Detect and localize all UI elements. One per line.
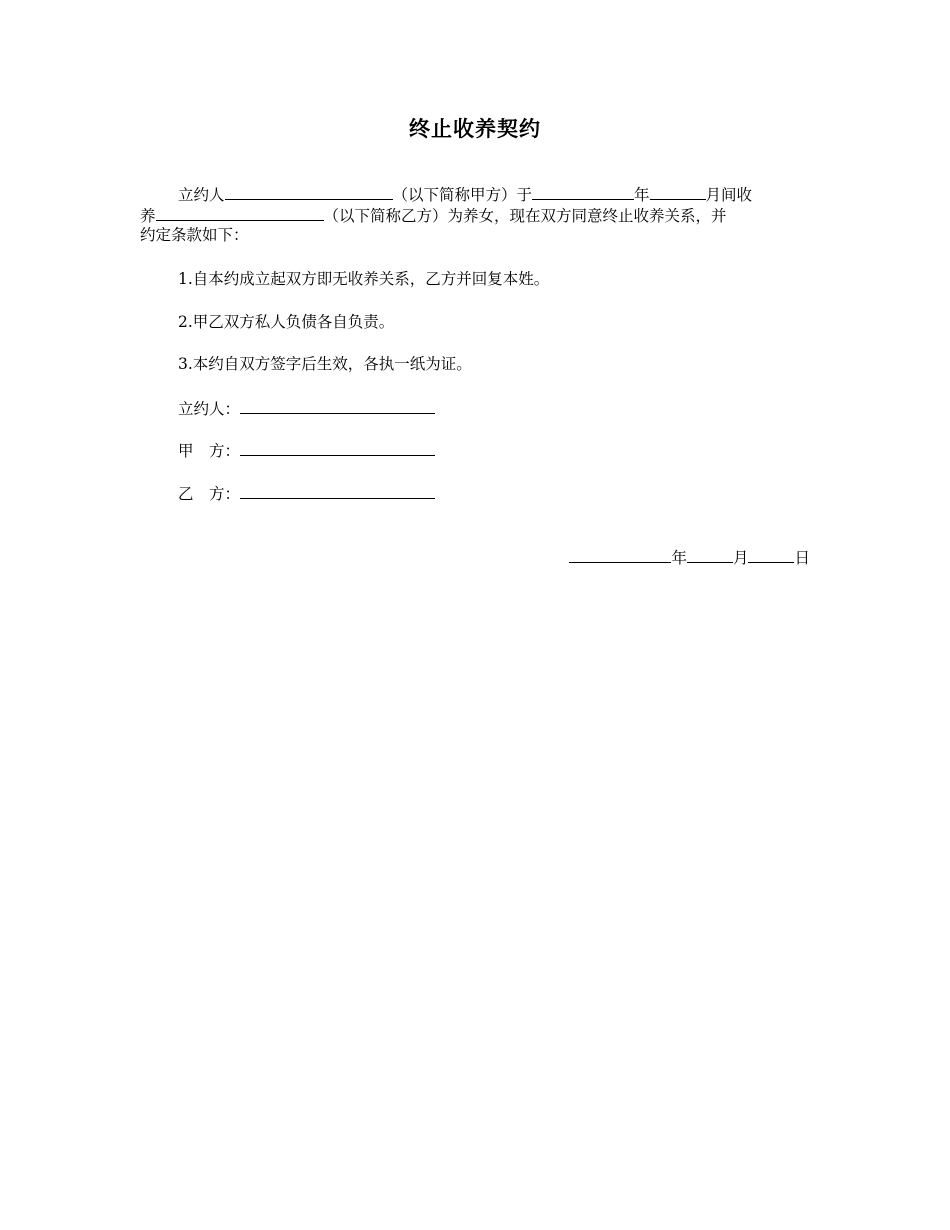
clause-3: 3.本约自双方签字后生效，各执一纸为证。 — [178, 355, 472, 373]
clause-1: 1.自本约成立起双方即无收养关系，乙方并回复本姓。 — [178, 270, 550, 288]
intro-line-2 — [140, 204, 812, 225]
document-title: 终止收养契约 — [409, 117, 541, 141]
intro-month-label: 月间收 — [705, 186, 753, 204]
intro-line-1 — [140, 183, 812, 204]
intro-year-label: 年 — [634, 186, 650, 204]
date-month-blank[interactable] — [687, 546, 733, 563]
date-day-label: 日 — [794, 549, 810, 567]
date-year-label: 年 — [671, 549, 687, 567]
maker-name-blank[interactable] — [225, 183, 393, 200]
intro-line-3: 约定条款如下： — [140, 226, 249, 244]
intro-party-b-note: （以下简称乙方）为养女，现在双方同意终止收养关系，并 — [323, 207, 727, 225]
date-year-blank[interactable] — [569, 546, 671, 563]
intro-maker-label: 立约人 — [178, 186, 225, 204]
signature-party-a-label: 甲 方： — [178, 442, 241, 460]
intro-party-a-note: （以下简称甲方）于 — [392, 186, 533, 204]
adoptee-name-blank[interactable] — [156, 204, 324, 221]
date-day-blank[interactable] — [748, 546, 794, 563]
date-month-label: 月 — [732, 549, 749, 567]
signature-party-b-row — [178, 482, 435, 505]
intro-paragraph — [140, 183, 812, 246]
signature-party-b-line[interactable] — [240, 482, 435, 499]
signature-party-a-line[interactable] — [240, 439, 435, 456]
signature-party-a-row — [178, 439, 435, 462]
signature-maker-line[interactable] — [240, 397, 435, 414]
month-blank[interactable] — [650, 183, 706, 200]
signature-maker-label: 立约人： — [178, 400, 241, 418]
signature-party-b-label: 乙 方： — [178, 485, 241, 503]
signing-date — [569, 546, 810, 569]
intro-adopt-label: 养 — [140, 207, 156, 225]
signature-maker-row — [178, 397, 435, 420]
year-blank[interactable] — [532, 183, 634, 200]
clause-2: 2.甲乙双方私人负债各自负责。 — [178, 313, 395, 331]
